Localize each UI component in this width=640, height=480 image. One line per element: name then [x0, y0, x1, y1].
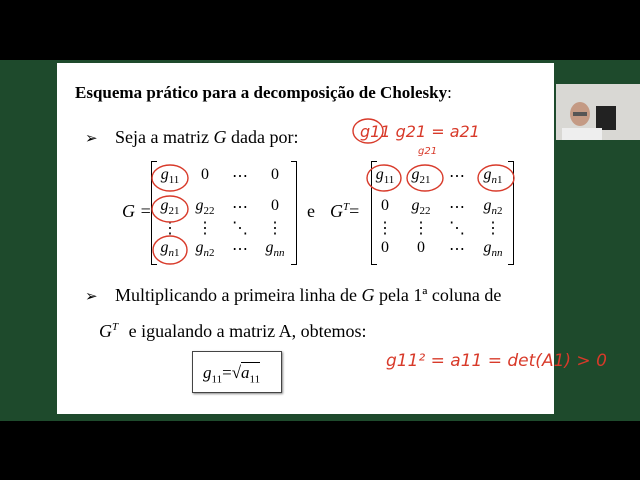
result-rhs-sub: 11 [249, 373, 261, 386]
letterbox-bottom [0, 421, 640, 480]
bullet-1-text: Seja a matriz [115, 127, 209, 147]
result-lhs-sub: 11 [211, 373, 223, 386]
ink-top-note: g11 g21 = a21 [360, 122, 480, 141]
bullet-2-var: G [361, 285, 375, 305]
matrix-cell: ⋯ [449, 168, 465, 185]
matrix-cell: ⋮ [377, 220, 393, 237]
matrix-cell: $g_{22}$ [195, 197, 215, 218]
result-rhs: a [241, 363, 250, 382]
matrix-cell: 0 [381, 239, 389, 256]
matrix-cell: $g_{11}$ [160, 166, 180, 187]
GT-sup: T [343, 201, 350, 213]
bullet-2-tail: pela 1ª coluna de [378, 285, 502, 305]
line-3-var: G [99, 321, 112, 341]
slide-title [75, 83, 452, 103]
bullet-1-tail: dada por: [230, 127, 299, 147]
result-box [192, 351, 282, 393]
matrix-cell: ⋱ [232, 220, 248, 237]
matrix-cell: 0 [201, 166, 209, 183]
matrix-cell: 0 [381, 197, 389, 214]
matrix-cell: ⋯ [449, 241, 465, 258]
matrix-cell: $g_{11}$ [375, 166, 395, 187]
matrix-cell: $g_{nn}$ [265, 239, 285, 260]
matrix-cell: ⋱ [449, 220, 465, 237]
line-3 [99, 321, 367, 342]
GT-eq: = [349, 201, 360, 221]
matrix-cell: ⋮ [267, 220, 283, 237]
matrix-cell: 0 [271, 166, 279, 183]
matrix-cell: ⋯ [449, 199, 465, 216]
matrix-cell: ⋯ [232, 241, 248, 258]
bullet-1 [115, 127, 298, 148]
connector-e: e [307, 201, 315, 221]
matrix-cell: $g_{n1}$ [483, 166, 503, 187]
line-3-text: e igualando a matriz A, obtemos: [128, 321, 367, 341]
result-lhs: g [203, 363, 212, 382]
matrix-cell: $g_{n2}$ [483, 197, 503, 218]
bullet-1-var: G [213, 127, 227, 147]
bullet-arrow-icon: ➢ [85, 131, 98, 147]
line-3-sup: T [112, 321, 119, 333]
bullet-2-text: Multiplicando a primeira linha de [115, 285, 357, 305]
result-eq: = [222, 363, 232, 382]
GT-label [330, 201, 359, 222]
ink-right-note: g11² = a11 = det(A1) > 0 [386, 351, 607, 371]
G-label-text: G = [122, 201, 152, 221]
matrix-cell: ⋮ [485, 220, 501, 237]
matrix-cell: $g_{22}$ [411, 197, 431, 218]
bullet-arrow-icon: ➢ [85, 289, 98, 305]
letterbox-top [0, 0, 640, 60]
result-formula [203, 363, 260, 385]
matrix-cell: ⋮ [413, 220, 429, 237]
matrix-cell: $g_{21}$ [160, 197, 180, 218]
matrix-cell: $g_{n1}$ [160, 239, 180, 260]
sqrt-icon: √ [231, 363, 242, 382]
bullet-2 [115, 285, 501, 306]
matrix-cell: ⋯ [232, 199, 248, 216]
lecture-slide [57, 63, 554, 414]
matrix-cell: 0 [271, 197, 279, 214]
matrix-cell: ⋮ [162, 220, 178, 237]
matrix-cell: $g_{nn}$ [483, 239, 503, 260]
matrix-cell: 0 [417, 239, 425, 256]
matrix-cell: $g_{n2}$ [195, 239, 215, 260]
title-colon: : [447, 83, 452, 102]
slide-title-text: Esquema prático para a decomposição de Cholesky [75, 83, 448, 102]
webcam-feed [556, 84, 640, 140]
GT-G: G [330, 201, 343, 221]
matrix-cell: $g_{21}$ [411, 166, 431, 187]
matrix-cell: ⋯ [232, 168, 248, 185]
ink-top-note-sub: g21 [418, 146, 438, 157]
matrix-cell: ⋮ [197, 220, 213, 237]
